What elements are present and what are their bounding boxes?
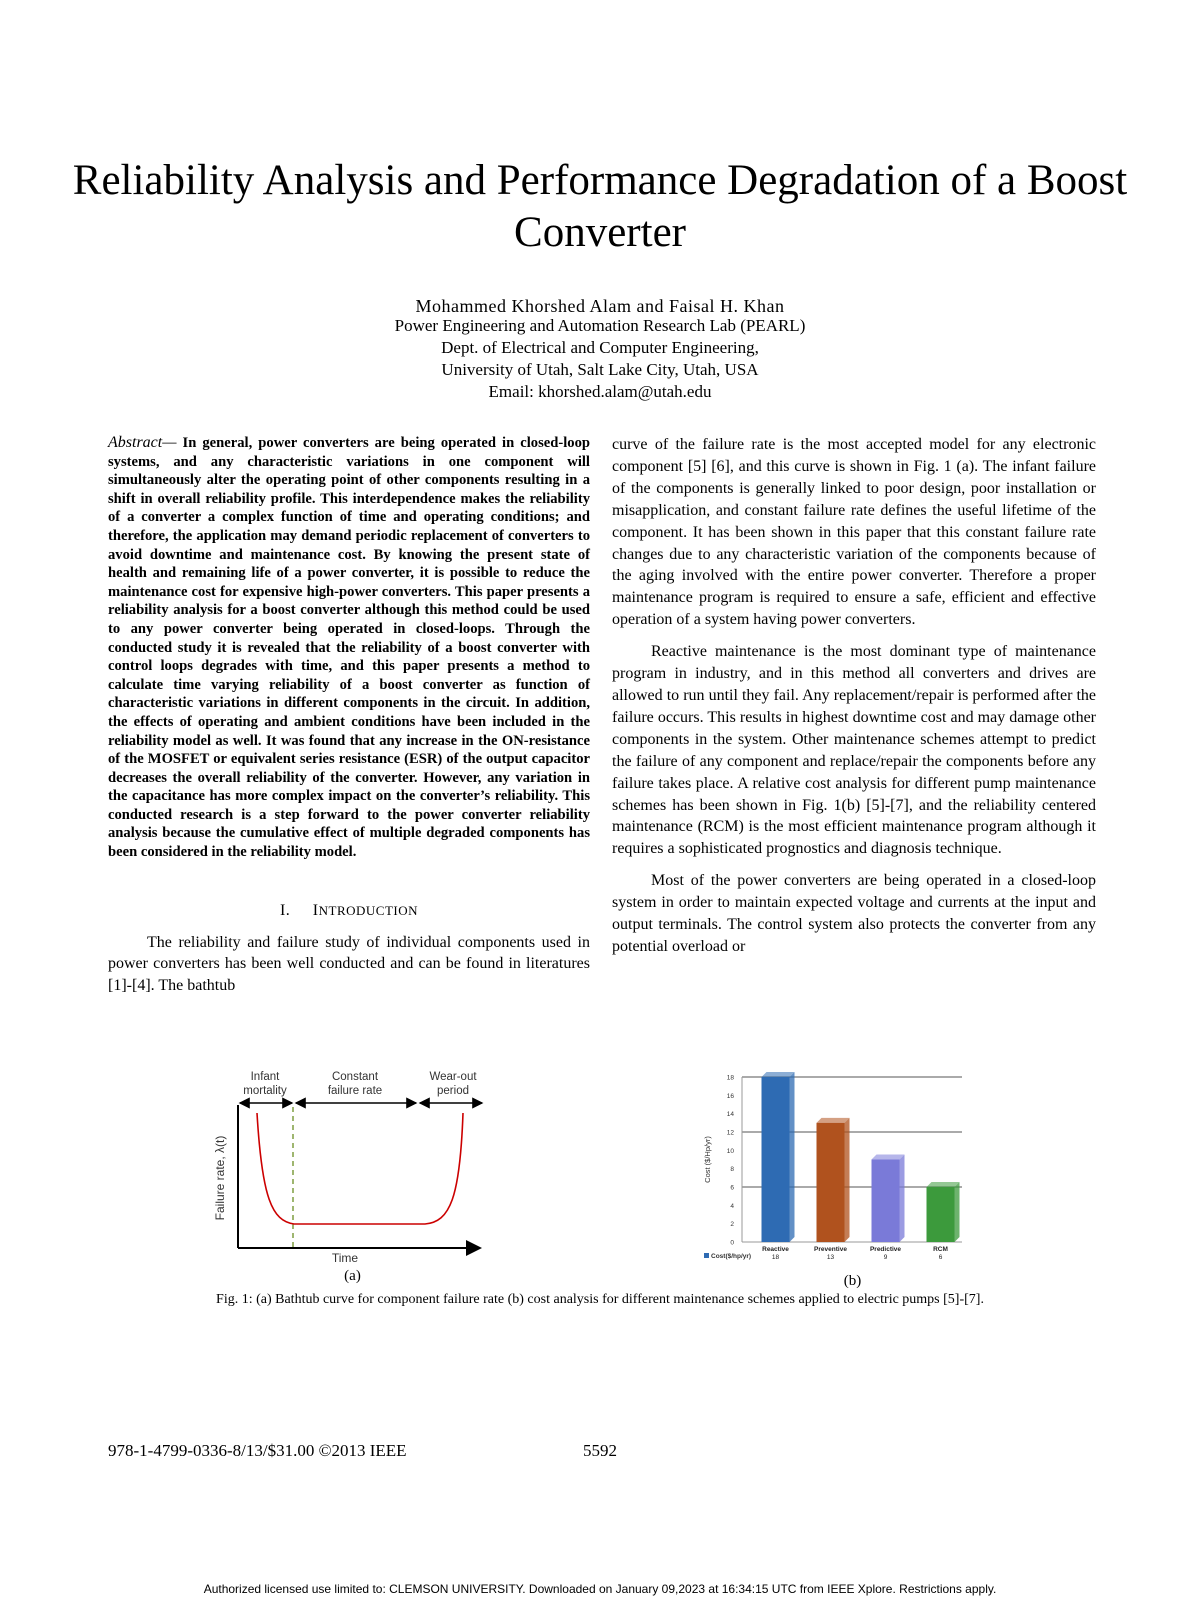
bar-rcm	[927, 1187, 955, 1242]
y-tick-label: 0	[730, 1239, 734, 1247]
region-constant-line2: failure rate	[327, 1085, 383, 1097]
bar-side	[955, 1182, 960, 1242]
paper-title: Reliability Analysis and Performance Degradation of a Boost Converter	[72, 157, 1128, 256]
affiliation-university: University of Utah, Salt Lake City, Utah, USA	[441, 360, 759, 379]
value-label: 18	[771, 1254, 780, 1261]
y-tick-label: 10	[726, 1147, 734, 1155]
bathtub-xlabel: Time	[331, 1251, 359, 1263]
y-tick-label: 12	[726, 1129, 734, 1137]
affiliation-dept: Dept. of Electrical and Computer Engineering,	[441, 338, 759, 357]
legend-swatch	[704, 1253, 709, 1258]
bar-top	[872, 1155, 905, 1160]
region-wearout-line1: Wear-out	[429, 1071, 477, 1083]
figure-caption: Fig. 1: (a) Bathtub curve for component failure rate (b) cost analysis for different maintenance schemes applied to electric pumps [5]-[7].	[216, 1292, 984, 1307]
section-title-initial: I	[312, 901, 319, 919]
bathtub-curve	[257, 1113, 463, 1224]
figure-bathtub-curve	[210, 1063, 495, 1283]
bar-side	[790, 1072, 795, 1242]
legend-label: Cost($/hp/yr)	[711, 1253, 752, 1260]
bar-reactive	[762, 1077, 790, 1242]
bar-top	[817, 1118, 850, 1123]
region-wearout-line2: period	[437, 1085, 469, 1097]
figure-a-label: (a)	[344, 1268, 361, 1284]
abstract-text: In general, power converters are being operated in closed-loop systems, and any characteristic variations in one component will simultaneously alter the operating point of other components resulting in a shift in overall reliability profile. This interdependence makes the reliability of a converter a complex function of time and operating conditions; and therefore, the application may demand periodic replacement of converters to avoid downtime and maintenance cost. By knowing the present state of health and remaining life of a power converter, it is possible to reduce the maintenance cost for expensive high-power converters. This paper presents a reliability analysis for a boost converter although this method could be used to any power converter being operated in closed-loops. Through the conducted study it is revealed that the reliability of a boost converter with control loops degrades with time, and this paper presents a method to calculate time varying reliability of a boost converter as function of characteristic variations in different components in the circuit. In addition, the effects of operating and ambient conditions have been included in the reliability model as well. It was found that any increase in the ON-resistance of the MOSFET or equivalent series resistance (ESR) of the output capacitor decreases the overall reliability of the converter. However, any variation in the capacitance has more complex impact on the converter’s reliability. This conducted research is a step forward to the power converter reliability analysis because the cumulative effect of multiple degraded components has been considered in the reliability model.	[108, 435, 590, 861]
authors: Mohammed Khorshed Alam and Faisal H. Khan	[415, 296, 785, 316]
bar-top	[762, 1072, 795, 1077]
y-tick-label: 4	[730, 1202, 734, 1210]
section-title-rest: NTRODUCTION	[318, 902, 419, 918]
region-infant-line1: Infant	[250, 1071, 280, 1083]
y-axis-label: Cost ($/Hp/yr)	[703, 1136, 712, 1183]
affiliation-lab: Power Engineering and Automation Research Lab (PEARL)	[394, 316, 806, 335]
left-column	[108, 434, 590, 997]
category-label: Preventive	[814, 1246, 847, 1253]
region-constant-line1: Constant	[331, 1071, 379, 1083]
y-tick-label: 6	[730, 1184, 734, 1192]
intro-paragraph-1: The reliability and failure study of individual components used in power converters has been well conducted and can be found in literatures [1]-[4]. The bathtub	[108, 933, 590, 995]
bar-side	[845, 1118, 850, 1242]
y-tick-label: 18	[726, 1074, 734, 1082]
y-tick-label: 16	[726, 1092, 734, 1100]
section-heading-introduction	[108, 900, 590, 922]
figure-b-label: (b)	[843, 1273, 862, 1289]
figure-cost-chart	[700, 1063, 1005, 1288]
bathtub-ylabel: Failure rate, λ(t)	[213, 1135, 227, 1221]
right-paragraph-3: Most of the power converters are being operated in a closed-loop system in order to maintain expected voltage and currents at the input and output terminals. The control system also protects the converter from any potential overload or	[612, 872, 1096, 955]
cost-chart-svg	[700, 1063, 1005, 1268]
value-label: 13	[826, 1254, 835, 1261]
page-number: 5592	[583, 1441, 617, 1460]
y-tick-label: 8	[730, 1166, 734, 1174]
right-column	[612, 434, 1096, 958]
region-infant-line2: mortality	[243, 1085, 287, 1097]
bar-predictive	[872, 1160, 900, 1243]
isbn-copyright: 978-1-4799-0336-8/13/$31.00 ©2013 IEEE	[108, 1441, 407, 1460]
y-tick-label: 2	[730, 1221, 734, 1229]
abstract	[108, 434, 590, 862]
section-number: I.	[279, 901, 291, 919]
bathtub-svg	[210, 1063, 495, 1263]
value-label: 9	[883, 1254, 888, 1261]
affiliation-email: Email: khorshed.alam@utah.edu	[488, 382, 712, 401]
abstract-label: Abstract—	[108, 434, 177, 451]
category-label: Predictive	[869, 1246, 902, 1253]
y-tick-label: 14	[726, 1111, 734, 1119]
download-notice: Authorized licensed use limited to: CLEMSON UNIVERSITY. Downloaded on January 09,2023 at 16:34:15 UTC from IEEE Xplore. Restrictions apply.	[203, 1582, 997, 1596]
bar-side	[900, 1155, 905, 1243]
category-label: Reactive	[762, 1246, 789, 1253]
bar-preventive	[817, 1123, 845, 1242]
right-paragraph-2: Reactive maintenance is the most dominant type of maintenance program in industry, and in this method all converters and drives are allowed to run until they fail. Any replacement/repair is performed after the failure occurs. This results in highest downtime cost and may damage other components in the system. Other maintenance schemes attempt to predict the failure of any component and replace/repair the components before any failure takes place. A relative cost analysis for different pump maintenance schemes has been shown in Fig. 1(b) [5]-[7], and the reliability centered maintenance (RCM) is the most efficient maintenance program although it requires a sophisticated prognostics and diagnosis technique.	[612, 643, 1096, 858]
bar-top	[927, 1182, 960, 1187]
value-label: 6	[938, 1254, 943, 1261]
category-label: RCM	[933, 1246, 948, 1253]
right-paragraph-1: curve of the failure rate is the most accepted model for any electronic component [5] [6], and this curve is shown in Fig. 1 (a). The infant failure of the components is generally linked to poor design, poor installation or misapplication, and constant failure rate defines the useful lifetime of the component. It has been shown in this paper that this constant failure rate changes due to any characteristic variation of the components because of the aging involved with the entire power converter. Therefore a proper maintenance program is required to ensure a safe, efficient and effective operation of a system having power converters.	[612, 436, 1096, 629]
